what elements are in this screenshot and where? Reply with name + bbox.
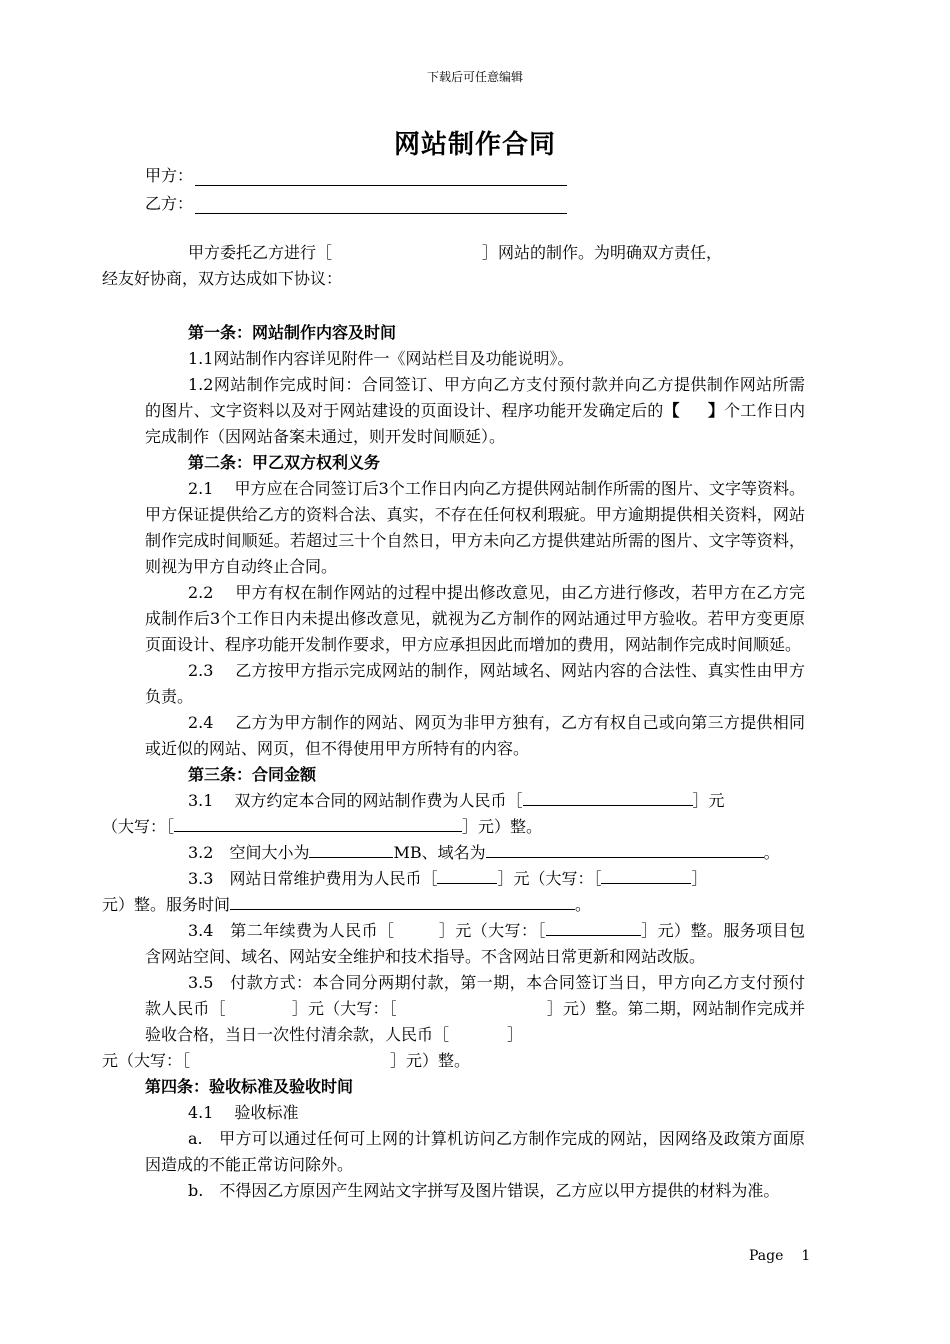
party-b-blank: [195, 195, 567, 214]
section-3-heading: 第三条：合同金额: [188, 765, 317, 784]
renewal-words-blank: [546, 919, 641, 936]
page-number: 1: [801, 1248, 811, 1264]
clause-2-4: 2.4 乙方为甲方制作的网站、网页为非甲方独有，乙方有权自己或向第三方提供相同或近似的网站、网页，但不得使用甲方所特有的内容。: [145, 713, 805, 758]
domain-blank: [486, 841, 764, 858]
clause-3-1: 3.1 双方约定本合同的网站制作费为人民币［ ］元 （大写：［ ］元）整。: [102, 791, 725, 836]
service-time-blank: [230, 893, 575, 910]
clause-4-1-a: a. 甲方可以通过任何可上网的计算机访问乙方制作完成的网站，因网络及政策方面原因造成的不能正常访问除外。: [145, 1129, 805, 1174]
clause-4-1-b: b. 不得因乙方原因产生网站文字拼写及图片错误，乙方应以甲方提供的材料为准。: [188, 1181, 780, 1200]
section-4-heading: 第四条：验收标准及验收时间: [145, 1077, 354, 1096]
clause-3-4: 3.4 第二年续费为人民币［ ］元（大写：［ ］元）整。服务项目包含网站空间、域名、网站安全维护和技术指导。不含网站日常更新和网站改版。: [145, 921, 805, 966]
space-size-blank: [309, 841, 393, 858]
page-header: 下载后可任意编辑: [426, 70, 523, 84]
page-label: Page: [749, 1248, 784, 1264]
fee-words-blank: [174, 815, 462, 832]
maintenance-fee-blank: [437, 867, 497, 884]
party-b-label: 乙方：: [145, 194, 194, 213]
clause-1-1: 1.1网站制作内容详见附件一《网站栏目及功能说明》。: [188, 349, 574, 368]
clause-3-3: 3.3 网站日常维护费用为人民币［ ］元（大写：［ ］ 元）整。服务时间 。: [102, 869, 708, 914]
section-2-heading: 第二条：甲乙双方权利义务: [188, 453, 381, 472]
intro-paragraph: 甲方委托乙方进行［ ］网站的制作。为明确双方责任， 经友好协商，双方达成如下协议：: [102, 243, 723, 288]
section-1-heading: 第一条：网站制作内容及时间: [188, 323, 397, 342]
party-a-row: [145, 163, 567, 186]
party-a-blank: [195, 167, 567, 186]
clause-2-2: 2.2 甲方有权在制作网站的过程中提出修改意见，由乙方进行修改，若甲方在乙方完成制作后3个工作日内未提出修改意见，就视为乙方制作的网站通过甲方验收。若甲方变更原页面设计、程序功能开发制作要求，甲方应承担因此而增加的费用，网站制作完成时间顺延。: [145, 583, 805, 654]
clause-3-5: 3.5 付款方式：本合同分两期付款，第一期，本合同签订当日，甲方向乙方支付预付款人民币［ ］元（大写：［ ］元）整。第二期，网站制作完成并验收合格，当日一次性付清余款，人民币［ ］ 元（大写：［ ］元）整。: [102, 973, 805, 1070]
clause-3-2: 3.2 空间大小为 MB、域名为 。: [188, 843, 780, 862]
clause-2-1: 2.1 甲方应在合同签订后3个工作日内向乙方提供网站制作所需的图片、文字等资料。甲方保证提供给乙方的资料合法、真实，不存在任何权利瑕疵。甲方逾期提供相关资料，网站制作完成时间顺延。若超过三十个自然日，甲方未向乙方提供建站所需的图片、文字等资料，则视为甲方自动终止合同。: [145, 479, 805, 576]
party-b-row: [145, 191, 567, 214]
page-footer: [749, 1248, 828, 1264]
clause-4-1: 4.1 验收标准: [188, 1103, 299, 1122]
clause-1-2: 1.2网站制作完成时间：合同签订、甲方向乙方支付预付款并向乙方提供制作网站所需的图片、文字资料以及对于网站建设的页面设计、程序功能开发确定后的【 】个工作日内完成制作（因网站备案未通过，则开发时间顺延）。: [145, 375, 805, 446]
fee-blank: [523, 789, 693, 806]
maintenance-words-blank: [601, 867, 691, 884]
document-title: 网站制作合同: [393, 130, 556, 160]
clause-2-3: 2.3 乙方按甲方指示完成网站的制作，网站域名、网站内容的合法性、真实性由甲方负责。: [145, 661, 805, 706]
contract-body: [102, 240, 805, 1204]
party-a-label: 甲方：: [145, 166, 194, 185]
